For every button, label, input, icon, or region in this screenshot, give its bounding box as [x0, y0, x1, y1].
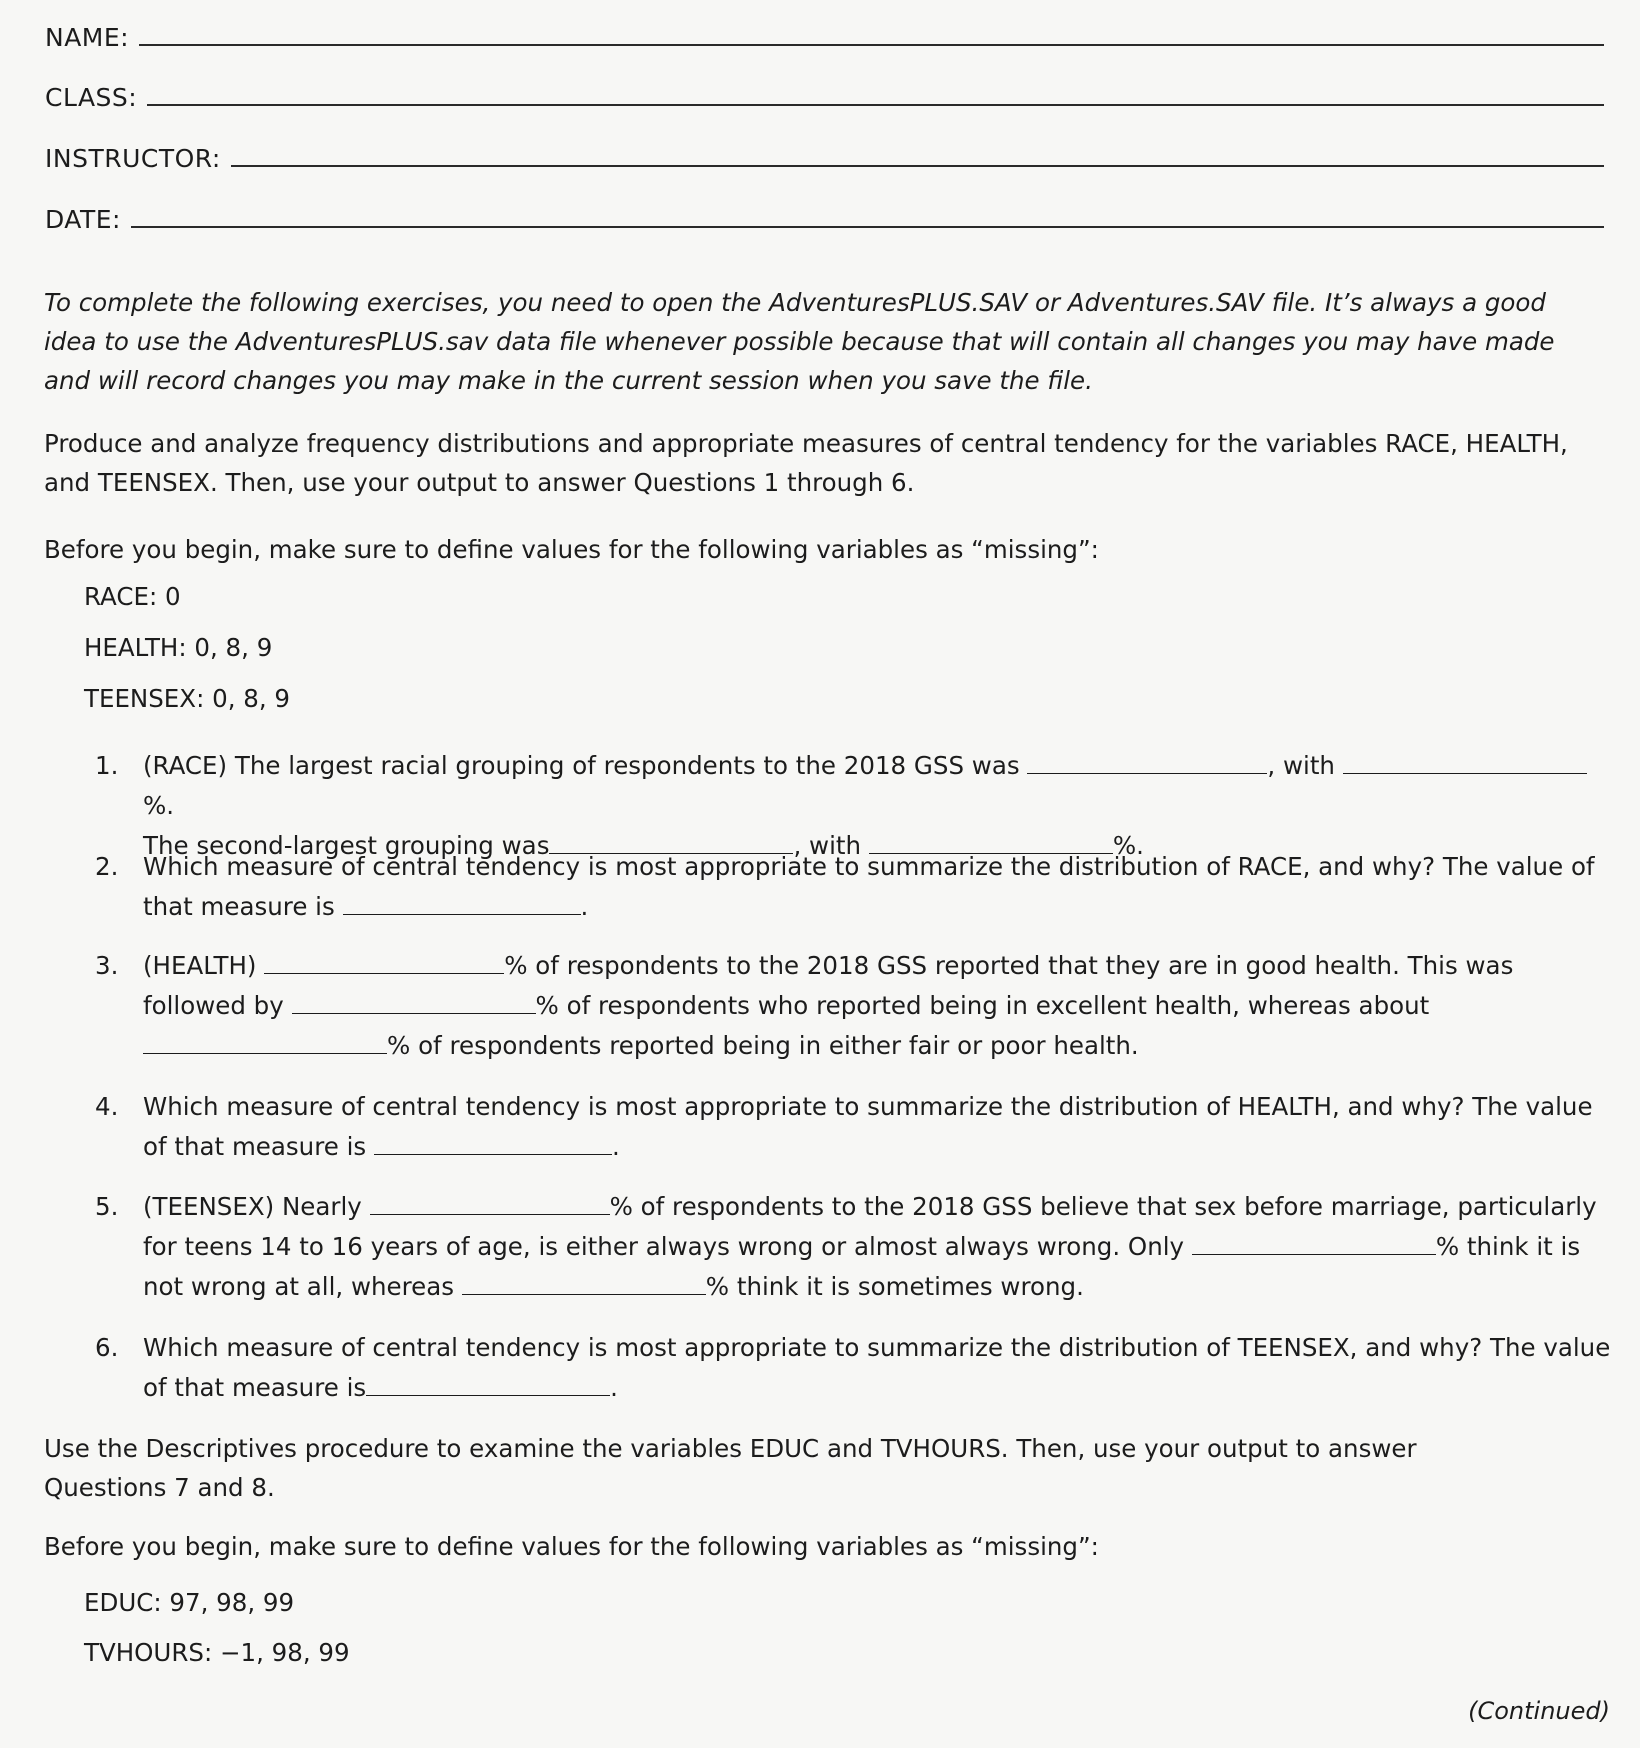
q1-text-d: The second-largest grouping was — [143, 831, 550, 860]
question-number: 4. — [95, 1092, 119, 1121]
q3-text-a: (HEALTH) — [143, 951, 265, 980]
question-3 — [95, 946, 1615, 1066]
q1-text-b: , with — [1267, 751, 1343, 780]
q2-text-a: Which measure of central tendency is most appropriate to summarize the distribution of RACE, and why? The value of that measure is — [143, 852, 1595, 921]
missing-item-educ: EDUC: 97, 98, 99 — [84, 1588, 295, 1617]
question-number: 2. — [95, 852, 119, 881]
question-4 — [95, 1087, 1615, 1167]
instructor-field[interactable] — [45, 133, 1604, 173]
missing-intro-1: Before you begin, make sure to define values for the following variables as “missing”: — [44, 535, 1099, 564]
q3-blank-fair-poor-health[interactable] — [143, 1027, 387, 1054]
missing-item-tvhours: TVHOURS: −1, 98, 99 — [84, 1638, 350, 1667]
q1-blank-largest-group[interactable] — [1027, 747, 1267, 774]
q5-text-d: % think it is sometimes wrong. — [705, 1272, 1084, 1301]
question-6 — [95, 1328, 1615, 1408]
q3-text-b: % of respondents to the 2018 GSS reported that they are in good health. This was followed by — [143, 951, 1514, 1020]
q3-text-c: % of respondents who reported being in excellent health, whereas about — [535, 991, 1430, 1020]
q6-blank-value[interactable] — [366, 1369, 610, 1396]
instruction-paragraph-2: Use the Descriptives procedure to examine the variables EDUC and TVHOURS. Then, use your output to answer Questions 7 and 8. — [44, 1434, 1417, 1502]
date-field[interactable] — [45, 194, 1604, 234]
q3-blank-good-health[interactable] — [264, 947, 504, 974]
q5-text-b: % of respondents to the 2018 GSS believe that sex before marriage, particularly for teens 14 to 16 years of age, is either always wrong or almost always wrong. Only — [143, 1192, 1597, 1261]
continued-label: (Continued) — [1468, 1697, 1610, 1725]
q3-text-d: % of respondents reported being in either fair or poor health. — [387, 1031, 1139, 1060]
name-label: NAME: — [45, 23, 130, 52]
question-5 — [95, 1187, 1615, 1307]
q2-text-b: . — [580, 892, 589, 921]
name-field[interactable] — [45, 12, 1604, 52]
q1-text-e: , with — [793, 831, 869, 860]
q1-text-f: %. — [1112, 831, 1144, 860]
missing-item-race: RACE: 0 — [84, 582, 181, 611]
question-number: 3. — [95, 951, 119, 980]
q6-text-a: Which measure of central tendency is most appropriate to summarize the distribution of TEENSEX, and why? The value of that measure is — [143, 1333, 1611, 1402]
q5-blank-always-wrong[interactable] — [370, 1188, 610, 1215]
q5-text-c: % think it is not wrong at all, whereas — [143, 1232, 1581, 1301]
q2-blank-value[interactable] — [343, 888, 581, 915]
missing-intro-2: Before you begin, make sure to define values for the following variables as “missing”: — [44, 1532, 1099, 1561]
q5-blank-not-wrong[interactable] — [1192, 1228, 1436, 1255]
date-line[interactable] — [131, 196, 1604, 228]
q1-text-a: (RACE) The largest racial grouping of respondents to the 2018 GSS was — [143, 751, 1028, 780]
question-number: 1. — [95, 751, 119, 780]
instructor-label: INSTRUCTOR: — [45, 144, 221, 173]
q1-blank-largest-percent[interactable] — [1343, 747, 1587, 774]
instruction-paragraph-1: Produce and analyze frequency distributions and appropriate measures of central tendency for the variables RACE, HEALTH, and TEENSEX. Then, use your output to answer Questions 1 through 6. — [44, 429, 1568, 497]
missing-item-health: HEALTH: 0, 8, 9 — [84, 633, 273, 662]
question-2 — [95, 847, 1615, 927]
name-line[interactable] — [139, 14, 1604, 46]
q4-text-a: Which measure of central tendency is most appropriate to summarize the distribution of HEALTH, and why? The value of that measure is — [143, 1092, 1593, 1161]
question-number: 5. — [95, 1192, 119, 1221]
question-number: 6. — [95, 1333, 119, 1362]
class-label: CLASS: — [45, 83, 138, 112]
q4-text-b: . — [611, 1132, 620, 1161]
q5-text-a: (TEENSEX) Nearly — [143, 1192, 370, 1221]
q1-text-c: %. — [143, 791, 175, 820]
missing-item-teensex: TEENSEX: 0, 8, 9 — [84, 684, 291, 713]
q3-blank-excellent-health[interactable] — [292, 987, 536, 1014]
class-line[interactable] — [147, 74, 1604, 106]
q4-blank-value[interactable] — [374, 1128, 612, 1155]
date-label: DATE: — [45, 205, 121, 234]
class-field[interactable] — [45, 72, 1604, 112]
instructor-line[interactable] — [231, 135, 1604, 167]
intro-paragraph: To complete the following exercises, you need to open the AdventuresPLUS.SAV or Adventures.SAV file. It’s always a good idea to use the AdventuresPLUS.sav data file whenever possible because that will contain all changes you may have made and will record changes you may make in the current session when you save the file. — [44, 288, 1555, 395]
q6-text-b: . — [610, 1373, 618, 1402]
q5-blank-sometimes-wrong[interactable] — [462, 1268, 706, 1295]
